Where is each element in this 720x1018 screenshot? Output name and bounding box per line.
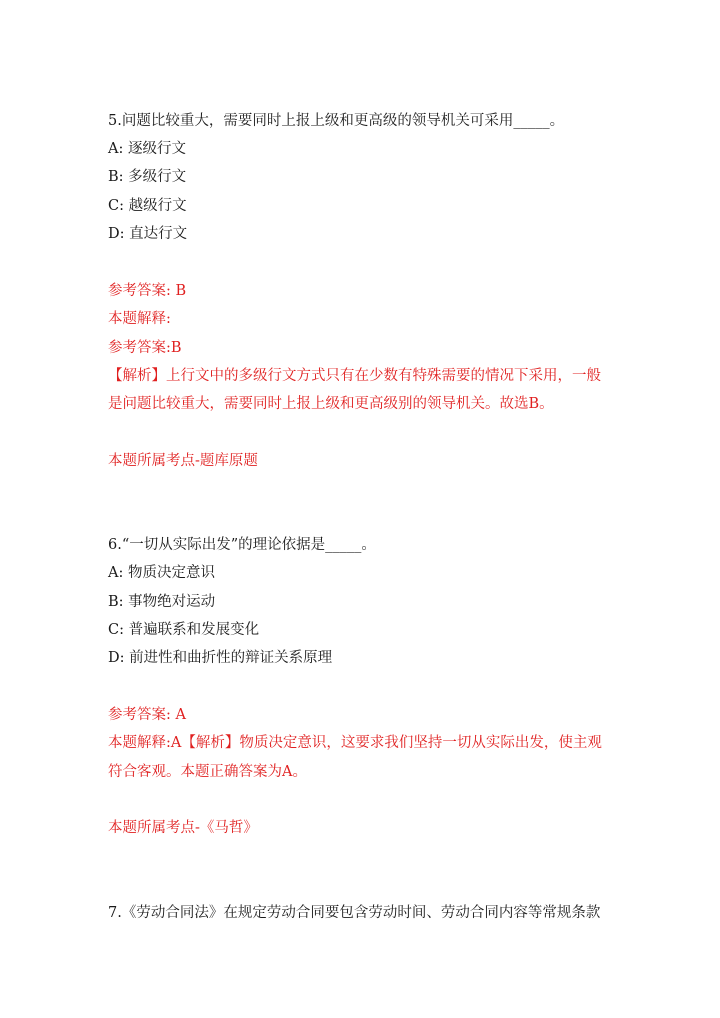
question-6-answer: 参考答案: A <box>108 707 186 723</box>
question-5-explanation-line-1: 【解析】上行文中的多级行文方式只有在少数有特殊需要的情况下采用，一般 <box>108 368 601 384</box>
question-5-option-b: B: 多级行文 <box>108 169 187 185</box>
question-6-explanation-line-2: 符合客观。本题正确答案为A。 <box>108 764 307 780</box>
question-6-option-b: B: 事物绝对运动 <box>108 594 216 610</box>
question-5-option-a: A: 逐级行文 <box>108 141 186 157</box>
question-6-option-d: D: 前进性和曲折性的辩证关系原理 <box>108 650 333 666</box>
question-6-option-a: A: 物质决定意识 <box>108 565 215 581</box>
question-5-topic: 本题所属考点-题库原题 <box>108 453 258 469</box>
question-6-explanation-line-1: 本题解释:A【解析】物质决定意识，这要求我们坚持一切从实际出发，使主观 <box>108 735 602 751</box>
question-6-stem: 6.“一切从实际出发”的理论依据是_____。 <box>108 537 376 553</box>
question-5-explanation-label: 本题解释: <box>108 311 171 327</box>
question-6-option-c: C: 普遍联系和发展变化 <box>108 622 260 638</box>
question-5-answer-repeat: 参考答案:B <box>108 340 182 356</box>
question-5-option-c: C: 越级行文 <box>108 198 187 214</box>
question-6-topic: 本题所属考点-《马哲》 <box>108 820 258 836</box>
question-5-answer: 参考答案: B <box>108 283 187 299</box>
question-5-explanation-line-2: 是问题比较重大，需要同时上报上级和更高级别的领导机关。故选B。 <box>108 396 554 412</box>
question-5-stem: 5.问题比较重大，需要同时上报上级和更高级的领导机关可采用_____。 <box>108 113 565 129</box>
question-7-stem: 7.《劳动合同法》在规定劳动合同要包含劳动时间、劳动合同内容等常规条款 <box>108 905 601 921</box>
question-5-option-d: D: 直达行文 <box>108 226 188 242</box>
